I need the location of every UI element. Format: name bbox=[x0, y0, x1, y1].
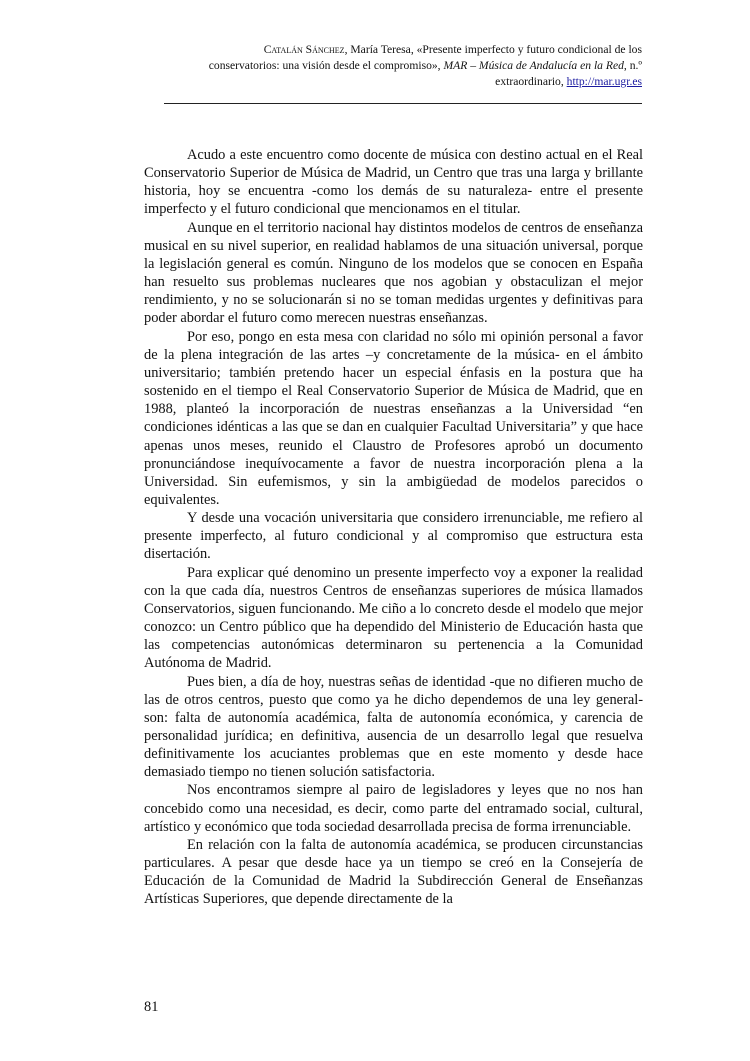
header-line-2 bbox=[160, 58, 642, 74]
header-citation-2: conservatorios: una visión desde el compromiso», bbox=[208, 59, 441, 72]
header-line-3 bbox=[160, 74, 642, 90]
article-body bbox=[144, 146, 643, 909]
header-issue: , n.º bbox=[623, 59, 642, 72]
paragraph: Aunque en el territorio nacional hay distintos modelos de centros de enseñanza musical en su nivel superior, en realidad hablamos de una situación universal, porque la legislación general es común. Ninguno de los modelos que se conocen en España han resuelto sus problemas nucleares que nos agobian y obstaculizan el mejor rendimiento, y no se solucionarán si no se toman medidas urgentes y definitivas para poder abordar el futuro como merecen nuestras enseñanzas. bbox=[144, 219, 643, 327]
paragraph: Pues bien, a día de hoy, nuestras señas de identidad -que no difieren mucho de las de otros centros, puesto que como ya he dicho dependemos de una ley general- son: falta de autonomía académica, falta de autonomía económica, y carencia de personalidad jurídica; en definitiva, ausencia de un desarrollo legal que resuelva definitivamente los acuciantes problemas que en este momento y desde hace demasiado tiempo no tienen solución satisfactoria. bbox=[144, 673, 643, 781]
header-line-1 bbox=[160, 42, 642, 58]
header-journal-title: MAR – Música de Andalucía en la Red bbox=[440, 59, 624, 72]
header-issue-type: extraordinario, bbox=[495, 75, 567, 88]
header-author: Catalán Sánchez bbox=[263, 43, 345, 56]
paragraph: En relación con la falta de autonomía académica, se producen circunstancias particulares. A pesar que desde hace ya un tiempo se creó en la Consejería de Educación de la Comunidad de Madrid la Subdirección General de Enseñanzas Artísticas Superiores, que depende directamente de la bbox=[144, 836, 643, 908]
paragraph: Y desde una vocación universitaria que considero irrenunciable, me refiero al presente imperfecto, al futuro condicional y al compromiso que estructura esta disertación. bbox=[144, 510, 643, 563]
header-divider bbox=[164, 103, 642, 104]
paragraph: Para explicar qué denomino un presente imperfecto voy a exponer la realidad con la que cada día, nuestros Centros de enseñanzas superiores de música llamados Conservatorios, siguen funcionando. Me ciño a lo concreto desde el modelo que mejor conozco: un Centro público que ha dependido del Ministerio de Educación hasta que las competencias autonómicas determinaron su pertenencia a la Comunidad Autónoma de Madrid. bbox=[144, 564, 643, 672]
page-number: 81 bbox=[144, 999, 159, 1015]
journal-link[interactable]: http://mar.ugr.es bbox=[566, 75, 642, 88]
paragraph: Por eso, pongo en esta mesa con claridad no sólo mi opinión personal a favor de la plena integración de las artes –y concretamente de la música- en el ámbito universitario; también pretendo hacer un especial énfasis en la postura que ha sostenido en el tiempo el Real Conservatorio Superior de Música de Madrid, que en 1988, planteó la incorporación de nuestras enseñanzas a la Universidad “en condiciones idénticas a las que se dan en cualquier Facultad Universitaria” y que hace apenas unos meses, reunido el Claustro de Profesores aprobó un documento pronunciándose inequívocamente a favor de nuestra incorporación plena a la Universidad. Sin eufemismos, y sin la ambigüedad de modelos parecidos o equivalentes. bbox=[144, 328, 643, 508]
running-header bbox=[160, 42, 642, 90]
header-citation-1: , María Teresa, «Presente imperfecto y futuro condicional de los bbox=[344, 43, 642, 56]
paragraph: Nos encontramos siempre al pairo de legisladores y leyes que no nos han concebido como una necesidad, es decir, como parte del entramado social, cultural, artístico y económico que toda sociedad desarrollada precisa de forma irrenunciable. bbox=[144, 782, 643, 835]
paragraph: Acudo a este encuentro como docente de música con destino actual en el Real Conservatorio Superior de Música de Madrid, un Centro que tras una larga y brillante historia, hoy se encuentra -como los demás de su naturaleza- entre el presente imperfecto y el futuro condicional que mencionamos en el titular. bbox=[144, 147, 643, 218]
